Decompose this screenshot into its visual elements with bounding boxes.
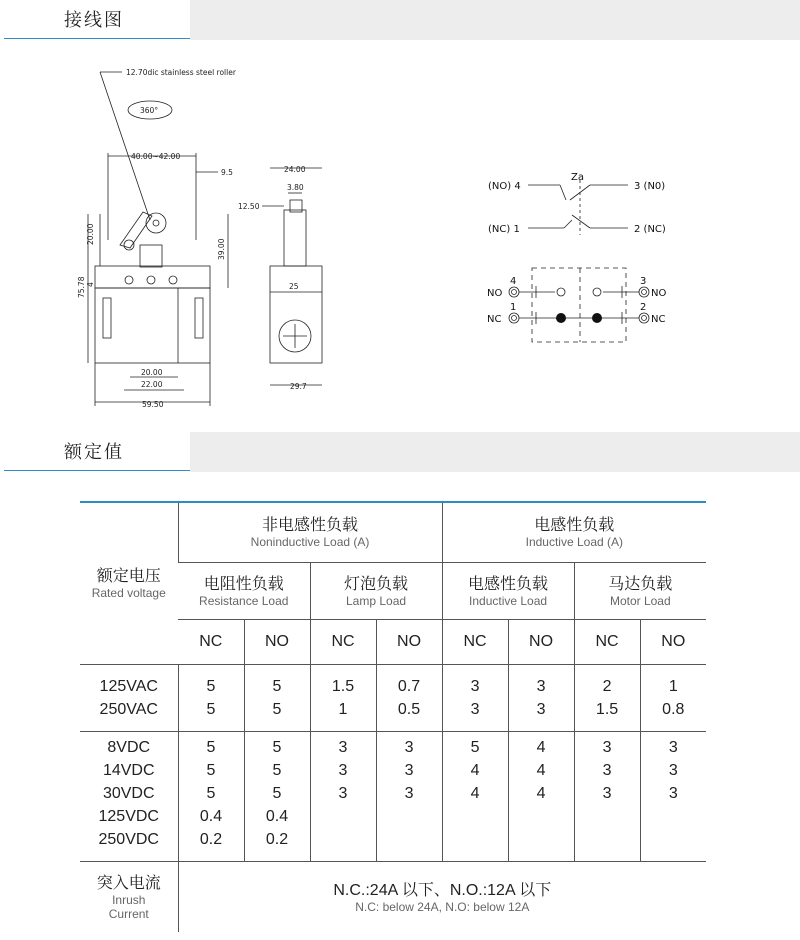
- terminal-nc-right: [639, 313, 649, 323]
- side-head: [284, 210, 306, 266]
- dim-width-range: 40.00~42.00: [131, 152, 181, 161]
- dc-voltage: 30VDC: [102, 785, 155, 802]
- roller-axle: [153, 220, 159, 226]
- rated-voltage-en: Rated voltage: [91, 585, 166, 600]
- roller-note: 12.70dic stainless steel roller: [126, 68, 236, 77]
- rating-table-wrap: [80, 502, 706, 932]
- dim-total-width: 59.50: [142, 400, 164, 409]
- ac-value: 1: [668, 678, 678, 695]
- roller-arm-line: [100, 72, 150, 220]
- ac-value-cell: [376, 665, 442, 732]
- dim-h20: 20.00: [86, 223, 95, 245]
- rated-voltage-header: [80, 502, 178, 665]
- front-body: [95, 288, 210, 363]
- dc-value-cell: [178, 732, 244, 862]
- side-body: [270, 266, 322, 363]
- noninductive-header: [178, 502, 442, 563]
- header-bar: [190, 432, 800, 472]
- terminal-label-3: 3: [640, 276, 647, 287]
- header-underline: [4, 470, 190, 471]
- ac-value: 0.8: [662, 701, 685, 718]
- ac-value-cell: [178, 665, 244, 732]
- motor-zh: 马达负载: [608, 575, 673, 593]
- ac-value: 1.5: [595, 701, 619, 718]
- no-left-label: NO: [487, 288, 503, 299]
- contact-header: NC: [310, 620, 376, 665]
- ac-value-cell: [508, 665, 574, 732]
- front-head: [95, 266, 210, 288]
- inductive-en: Inductive Load (A): [525, 534, 623, 549]
- contact-block-box: [532, 268, 626, 342]
- ac-value: 3: [470, 701, 480, 718]
- contact-header: NO: [376, 620, 442, 665]
- dc-value: 5: [206, 762, 216, 779]
- dc-value-cell: [310, 732, 376, 862]
- header-bar: [190, 0, 800, 40]
- dim-side-29-7: 29.7: [290, 382, 307, 391]
- ac-value: 3: [536, 678, 546, 695]
- ac-value: 2: [602, 678, 612, 695]
- roller-wheel: [146, 213, 166, 233]
- header-underline: [4, 38, 190, 39]
- dc-value: 5: [470, 739, 480, 756]
- ac-value: 5: [206, 701, 216, 718]
- dc-value-cell: [574, 732, 640, 862]
- inductive-sub-zh: 电感性负载: [468, 575, 549, 593]
- motor-header: [574, 563, 706, 620]
- resistance-header: [178, 563, 310, 620]
- front-hole-right: [169, 276, 177, 284]
- table-top-line: [80, 501, 706, 503]
- dc-value: 3: [602, 762, 612, 779]
- circuit-nc1-knee: [564, 220, 572, 228]
- dc-value: 3: [338, 762, 348, 779]
- dim-h75: 75.78: [77, 276, 86, 298]
- no-contact-open-right: [593, 288, 601, 296]
- inrush-en-2: Current: [108, 906, 149, 921]
- dim-side-3-8: 3.80: [287, 183, 304, 192]
- dc-value: 3: [602, 785, 612, 802]
- contact-header: NC: [178, 620, 244, 665]
- dim-h39: 39.00: [217, 238, 226, 260]
- wiring-section-title: 接线图: [64, 10, 124, 31]
- dc-value: 3: [668, 739, 678, 756]
- lamp-zh: 灯泡负载: [344, 575, 409, 593]
- inductive-zh: 电感性负载: [534, 516, 615, 534]
- ac-value-cell: [244, 665, 310, 732]
- dc-value-cell: [640, 732, 706, 862]
- terminal-no-left-inner: [512, 290, 517, 295]
- inductive-sub-en: Inductive Load: [469, 593, 548, 608]
- ac-value: 1.5: [331, 678, 355, 695]
- dc-voltage: 8VDC: [107, 739, 151, 756]
- terminal-label-2: 2: [640, 302, 647, 313]
- ac-value: 5: [272, 701, 282, 718]
- dim-h4: 4: [86, 282, 95, 287]
- dc-value-cell: [442, 732, 508, 862]
- ac-voltage-cell: [80, 665, 178, 732]
- circuit-nc2-label: 2 (NC): [634, 224, 666, 235]
- dc-value: 0.2: [199, 831, 223, 848]
- contact-header: NO: [244, 620, 310, 665]
- dc-value: 3: [668, 785, 678, 802]
- dim-side-25: 25: [289, 282, 299, 291]
- ac-value-cell: [640, 665, 706, 732]
- dc-value: 5: [206, 739, 216, 756]
- dc-value: 3: [668, 762, 678, 779]
- dim-mount-22: 22.00: [141, 380, 163, 389]
- terminal-no-right: [639, 287, 649, 297]
- dc-value: 4: [470, 785, 480, 802]
- ac-value: 0.5: [397, 701, 421, 718]
- contact-header: NC: [442, 620, 508, 665]
- terminal-no-left: [509, 287, 519, 297]
- lamp-header: [310, 563, 442, 620]
- circuit-no3-label: 3 (N0): [634, 181, 666, 192]
- dc-value-cell: [508, 732, 574, 862]
- circuit-za: Za: [571, 172, 584, 183]
- dc-value: 0.4: [199, 808, 223, 825]
- dim-side-12-5: 12.50: [238, 202, 260, 211]
- rotation-label: 360°: [140, 106, 159, 115]
- inrush-label-cell: [80, 862, 178, 933]
- dc-voltage: 125VDC: [98, 808, 159, 825]
- terminal-nc-right-inner: [642, 316, 647, 321]
- resistance-en: Resistance Load: [199, 593, 289, 608]
- nc-right-label: NC: [651, 314, 666, 325]
- inrush-value-zh: N.C.:24A 以下、N.O.:12A 以下: [333, 881, 552, 899]
- inrush-zh: 突入电流: [96, 874, 161, 892]
- terminal-label-4: 4: [510, 276, 517, 287]
- terminal-label-1: 1: [510, 302, 517, 313]
- rating-section-header: [0, 432, 800, 472]
- dc-value: 5: [272, 785, 282, 802]
- dc-value: 3: [404, 762, 414, 779]
- dc-value: 3: [338, 785, 348, 802]
- noninductive-en: Noninductive Load (A): [250, 534, 370, 549]
- rating-section-title: 额定值: [64, 442, 124, 463]
- dc-value: 3: [602, 739, 612, 756]
- dim-9-5: 9.5: [221, 168, 233, 177]
- circuit-no4-label: (NO) 4: [488, 181, 521, 192]
- wiring-diagram-svg: [0, 40, 800, 430]
- dc-value: 5: [206, 785, 216, 802]
- dc-voltage: 250VDC: [98, 831, 159, 848]
- lamp-en: Lamp Load: [346, 593, 407, 608]
- table-header-row: [80, 502, 706, 563]
- terminal-nc-left: [509, 313, 519, 323]
- dc-voltage: 14VDC: [102, 762, 155, 779]
- ac-value: 1: [338, 701, 348, 718]
- dc-row: [80, 732, 706, 862]
- ac-value-cell: [310, 665, 376, 732]
- inrush-value-en: N.C: below 24A, N.O: below 12A: [355, 899, 530, 914]
- contact-header: NC: [574, 620, 640, 665]
- resistance-zh: 电阻性负载: [203, 575, 284, 593]
- ac-voltage: 125VAC: [99, 678, 158, 695]
- circuit-nc1-label: (NC) 1: [488, 224, 520, 235]
- nc-contact-closed-right: [592, 313, 602, 323]
- inductive-sub-header: [442, 563, 574, 620]
- ac-row: [80, 665, 706, 732]
- wiring-diagram: [0, 40, 800, 430]
- front-slot-left: [103, 298, 111, 338]
- rated-voltage-zh: 额定电压: [96, 567, 161, 585]
- dc-value: 4: [470, 762, 480, 779]
- dc-value: 4: [536, 762, 546, 779]
- inrush-row: [80, 862, 706, 933]
- dc-value: 3: [404, 785, 414, 802]
- front-slot-right: [195, 298, 203, 338]
- dc-voltage-cell: [80, 732, 178, 862]
- front-screw: [147, 276, 155, 284]
- dc-value: 4: [536, 785, 546, 802]
- inrush-en-1: Inrush: [112, 892, 146, 907]
- no-right-label: NO: [651, 288, 667, 299]
- no-contact-open-left: [557, 288, 565, 296]
- terminal-nc-left-inner: [512, 316, 517, 321]
- dc-value: 3: [338, 739, 348, 756]
- terminal-no-right-inner: [642, 290, 647, 295]
- dc-value: 5: [272, 739, 282, 756]
- motor-en: Motor Load: [609, 593, 671, 608]
- circuit-contact-lower: [572, 215, 590, 228]
- nc-contact-closed-left: [556, 313, 566, 323]
- noninductive-zh: 非电感性负载: [262, 516, 359, 534]
- front-hole-left: [125, 276, 133, 284]
- dim-side-24: 24.00: [284, 165, 306, 174]
- lever-base: [140, 245, 162, 267]
- inductive-header: [442, 502, 706, 563]
- ac-value: 5: [272, 678, 282, 695]
- contact-header: NO: [508, 620, 574, 665]
- dc-value: 3: [404, 739, 414, 756]
- contact-header: NO: [640, 620, 706, 665]
- inrush-value-cell: [178, 862, 706, 933]
- dc-value-cell: [244, 732, 310, 862]
- wiring-section-header: [0, 0, 800, 40]
- ac-value: 3: [536, 701, 546, 718]
- ac-value-cell: [442, 665, 508, 732]
- ac-value: 0.7: [397, 678, 421, 695]
- circuit-no4-knee: [560, 185, 566, 200]
- ac-value: 5: [206, 678, 216, 695]
- nc-left-label: NC: [487, 314, 502, 325]
- dim-mount-20: 20.00: [141, 368, 163, 377]
- dc-value: 0.2: [265, 831, 289, 848]
- dc-value: 5: [272, 762, 282, 779]
- ac-value-cell: [574, 665, 640, 732]
- rating-table: [80, 502, 706, 932]
- dc-value: 0.4: [265, 808, 289, 825]
- ac-value: 3: [470, 678, 480, 695]
- dc-value: 4: [536, 739, 546, 756]
- dc-value-cell: [376, 732, 442, 862]
- ac-voltage: 250VAC: [99, 701, 158, 718]
